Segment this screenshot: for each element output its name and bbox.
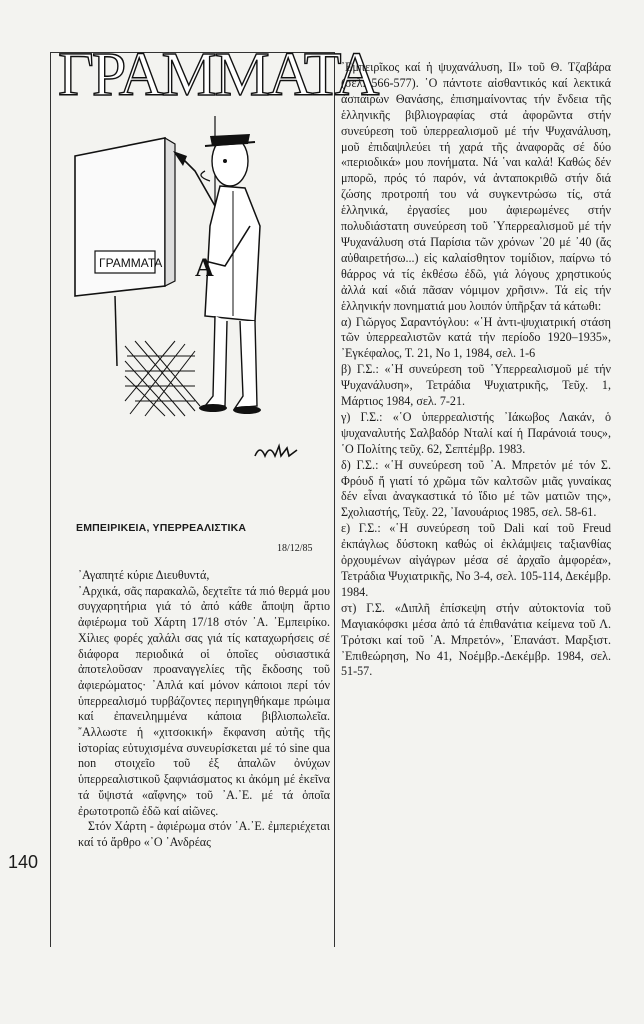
salutation: ᾿Αγαπητέ κύριε Διευθυντά,	[78, 568, 210, 582]
reference-item: στ) Γ.Σ. «Διπλῆ ἐπίσκεψη στήν αὐτοκτονία τοῦ Μαγιακόφσκι μέσα ἀπό τά ἐπιθανάτια κείμενα τοῦ Λ. Τρότσκι καί τοῦ ᾿Α. Μπρετόν», ᾿Επανάστ. Μαρξιστ. ᾿Επιθεώρηση, Νο 41, Νοέμβρ.-Δεκέμβρ. 1984, σελ. 51-57.	[341, 600, 611, 679]
paragraph: ᾿Εμπειρῖκος καί ἡ ψυχανάλυση, ΙΙ» τοῦ Θ. Τζαβάρα (σελ. 566-577). ῾Ο πάντοτε αἰσθαντικός καί λεκτικά ἀσπαίρων Θανάσης, ἐπισημαίνοντας τήν ἔνδεια τῆς ἑλληνικῆς βιβλιογραφίας στά ἀφορῶντα στήν συνεύρεση τοῦ ὑπερρεαλισμοῦ μέ τήν Ψυχανάλυση, μοῦ ἐπιδαψιλεύει τή χαρά τῆς ἀναφορᾶς σέ δύο «περιοδικά» μου πονήματα. Νά ῾ναι καλά! Καθώς δέν μπορῶ, πρός τό παρόν, νά ἀνταποκριθῶ στήν διά ζώσης προτροπή του νά συγκεντρώσω τίς, στά ἑλληνικά, ἐργασίες μου ἀφιερωμένες στήν πολυδιάστατη συνεύρεση τοῦ ῾Υπερρεαλισμοῦ μέ τήν Ψυχανάλυση στά Παρίσια τῶν χρόνων ᾿20 μέ ᾿40 (ἄς αὐθαιρετήσω...) εἰς καλαίσθητον τομίδιον, παίρνω τό θάρρος νά τίς ἐκθέσω ἐδῶ, γιά λόγους χρηστικούς ἀλλά καί «διά πᾶσαν νόμιμον χρῆσιν». Τά εἰς τήν ἑλληνικήν πονηματιά μου λοιπόν ὑπῆρξαν τά κάτωθι:	[341, 60, 611, 313]
reference-item: β) Γ.Σ.: «῾Η συνεύρεση τοῦ ῾Υπερρεαλισμοῦ μέ τήν Ψυχανάλυση», Τετράδια Ψυχιατρικῆς, Τεῦχ. 1, Μάρτιος 1984, σελ. 7-21.	[341, 362, 611, 409]
reference-item: ε) Γ.Σ.: «῾Η συνεύρεση τοῦ Dali καί τοῦ Freud ἐκπάγλως δύστοκη καθώς οἱ ἐκλάμψεις ταξιανθίας ὀρχουμένων αἰγάγρων μέσα σέ ἀρχαῖο ἀμφορέα», Τετράδια Ψυχιατρικῆς, Νο 3-4, σελ. 105-114, Δεκέμβρ. 1984.	[341, 521, 611, 599]
reference-item: α) Γιῶργος Σαραντόγλου: «῾Η ἀντι-ψυχιατρική στάση τῶν ὑπερρεαλιστῶν κατά τήν περίοδο 1920–1935», ᾿Εγκέφαλος, Τ. 21, Νο 1, 1984, σελ. 1-6	[341, 314, 611, 361]
letter-date: 18/12/85	[277, 543, 313, 554]
reference-item: γ) Γ.Σ.: «῾Ο ὑπερρεαλιστής ᾿Ιάκωβος Λακάν, ὁ ψυχαναλυτής Σαλβαδόρ Νταλί καί ἡ Παράνοιά τους», ῾Ο Πολίτης τεῦχ. 62, Σεπτέμβρ. 1983.	[341, 409, 611, 456]
reference-item: δ) Γ.Σ.: «῾Η συνεύρεση τοῦ ᾿Α. Μπρετόν μέ τόν Σ. Φρόυδ ἤ γιατί τό χρῶμα τῶν καλτσῶν μιᾶς γυναίκας δέν εἶναι ἀναγκαστικά τό ἴδιο μέ τῶν ματιῶν της», Σχολιαστής, Τεῦχ. 22, ᾿Ιανουάριος 1985, σελ. 58-61.	[341, 457, 611, 520]
letter-body-right	[341, 60, 611, 680]
frame-left-rule	[50, 52, 51, 947]
cartoon-caption: ΕΜΠΕΙΡΙΚΕΙΑ, ΥΠΕΡΡΕΑΛΙΣΤΙΚΑ	[76, 522, 247, 534]
letter-body-left	[78, 568, 330, 851]
column-divider	[334, 52, 335, 947]
cartoon-illustration	[55, 116, 330, 511]
paragraph: Στόν Χάρτη - ἀφιέρωμα στόν ᾿Α.᾿Ε. ἐμπεριέχεται καί τό ἄρθρο «᾿Ο ᾿Ανδρέας	[78, 819, 330, 849]
section-masthead	[50, 41, 378, 114]
artist-signature	[255, 446, 297, 456]
letter-glyph: Α	[195, 253, 214, 282]
page-number: 140	[8, 852, 39, 872]
paragraph: ᾿Αρχικά, σᾶς παρακαλῶ, δεχτεῖτε τά πιό θερμά μου συγχαρητήρια γιά τό ἀπό κάθε ἄποψη ἄρτιο ἀφιέρωμα τοῦ Χάρτη 17/18 στόν ᾿Α. ᾿Εμπειρίκο. Χίλιες φορές χαλάλι σας γιά τίς καταχωρήσεις σέ διάφορα περιοδικά οἱ ὁποῖες οὐσιαστικά ἀποτελοῦσαν προαναγγελίες τῆς ἔκδοσης τοῦ ἀφιερώματος· ᾿Απλά καί μόνον κάποιοι περί τόν ὑπερρεαλισμό τυρβάζοντες περιηγηθήκαμε πρώιμα καί ἐπανειλημμένα κάποια βιβλιοπωλεῖα. ῎Αλλωστε ἡ «χιτσοκική» ἔκφανση αὐτῆς τῆς ἱστορίας εὐτυχισμένα συνευρίσκεται μέ τό sine qua non στοιχεῖο τοῦ ἐξ ἀπαλῶν ὀνύχων ὑπερρεαλιστικοῦ ξαφνιάσματος κι ἀκόμη μέ ἐκεῖνα τά ὕψιστά «αἴφνης» τοῦ ᾿Α.᾿Ε. μέ τά ὁποῖα ἐρωτοτροπῶ ἐδῶ καί αἰῶνες.	[78, 583, 330, 818]
mailbox-label: ΓΡΑΜΜΑΤΑ	[99, 256, 163, 270]
masthead-title: ΓΡΑΜΜΑΤΑ	[58, 41, 378, 109]
